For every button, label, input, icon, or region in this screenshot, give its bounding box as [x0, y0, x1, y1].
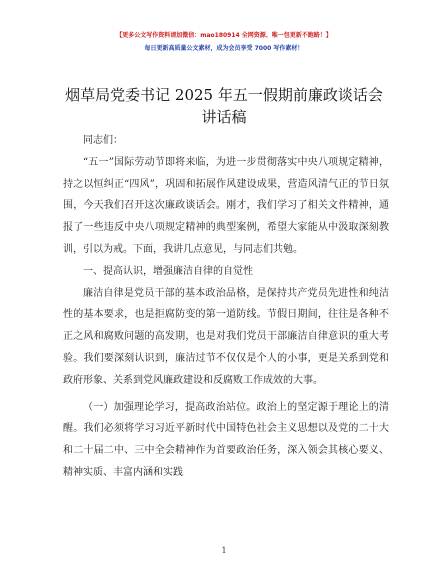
paragraph-3: （一）加强理论学习，提高政治站位。政治上的坚定源于理论上的清醒。我们必须将学习习近平新时代中国特色社会主义思想以及党的二十大和二十届二中、三中全会精神作为首要政治任务，深入领会其核心要义、精神实质、丰富内涵和实践 — [63, 401, 389, 478]
paragraph-intro: “五一”国际劳动节即将来临，为进一步贯彻落实中央八项规定精神，持之以恒纠正“四风”，巩固和拓展作风建设成果，营造风清气正的节日氛围，今天我们召开这次廉政谈话会。刚才，我们学习了相关文件精神，通报了一些违反中央八项规定精神的典型案例，希望大家能从中汲取深刻教训，引以为戒。下面，我讲几点意见，与同志们共勉。 — [63, 156, 389, 255]
salutation: 同志们： — [83, 135, 123, 146]
title-line-1: 烟草局党委书记 2025 年五一假期前廉政谈话会 — [65, 86, 383, 104]
section-heading-1: 一、提高认识，增强廉洁自律的自觉性 — [83, 265, 253, 277]
title-line-2: 讲话稿 — [201, 108, 247, 126]
paragraph-2: 廉洁自律是党员干部的基本政治品格，是保持共产党员先进性和纯洁性的基本要求，也是拒腐防变的第一道防线。节假日期间，往往是各种不正之风和腐败问题的高发期，也是对我们党员干部廉洁自律意识的重大考验。我们要深刻认识到，廉洁过节不仅仅是个人的小事，更是关系到党和政府形象、关系到党风廉政建设和反腐败工作成效的大事。 — [63, 287, 389, 386]
promo-banner-line2: 每日更新高质量公文素材，成为会员享受 7000 写作素材！ — [144, 45, 304, 52]
promo-banner-line1: 【更多公文写作资料请加微信：mao180914 全网资源、唯一包更新不跑路！】 — [116, 32, 332, 39]
document-title — [40, 84, 408, 128]
page-number: 1 — [221, 546, 227, 555]
document-body — [63, 130, 389, 484]
